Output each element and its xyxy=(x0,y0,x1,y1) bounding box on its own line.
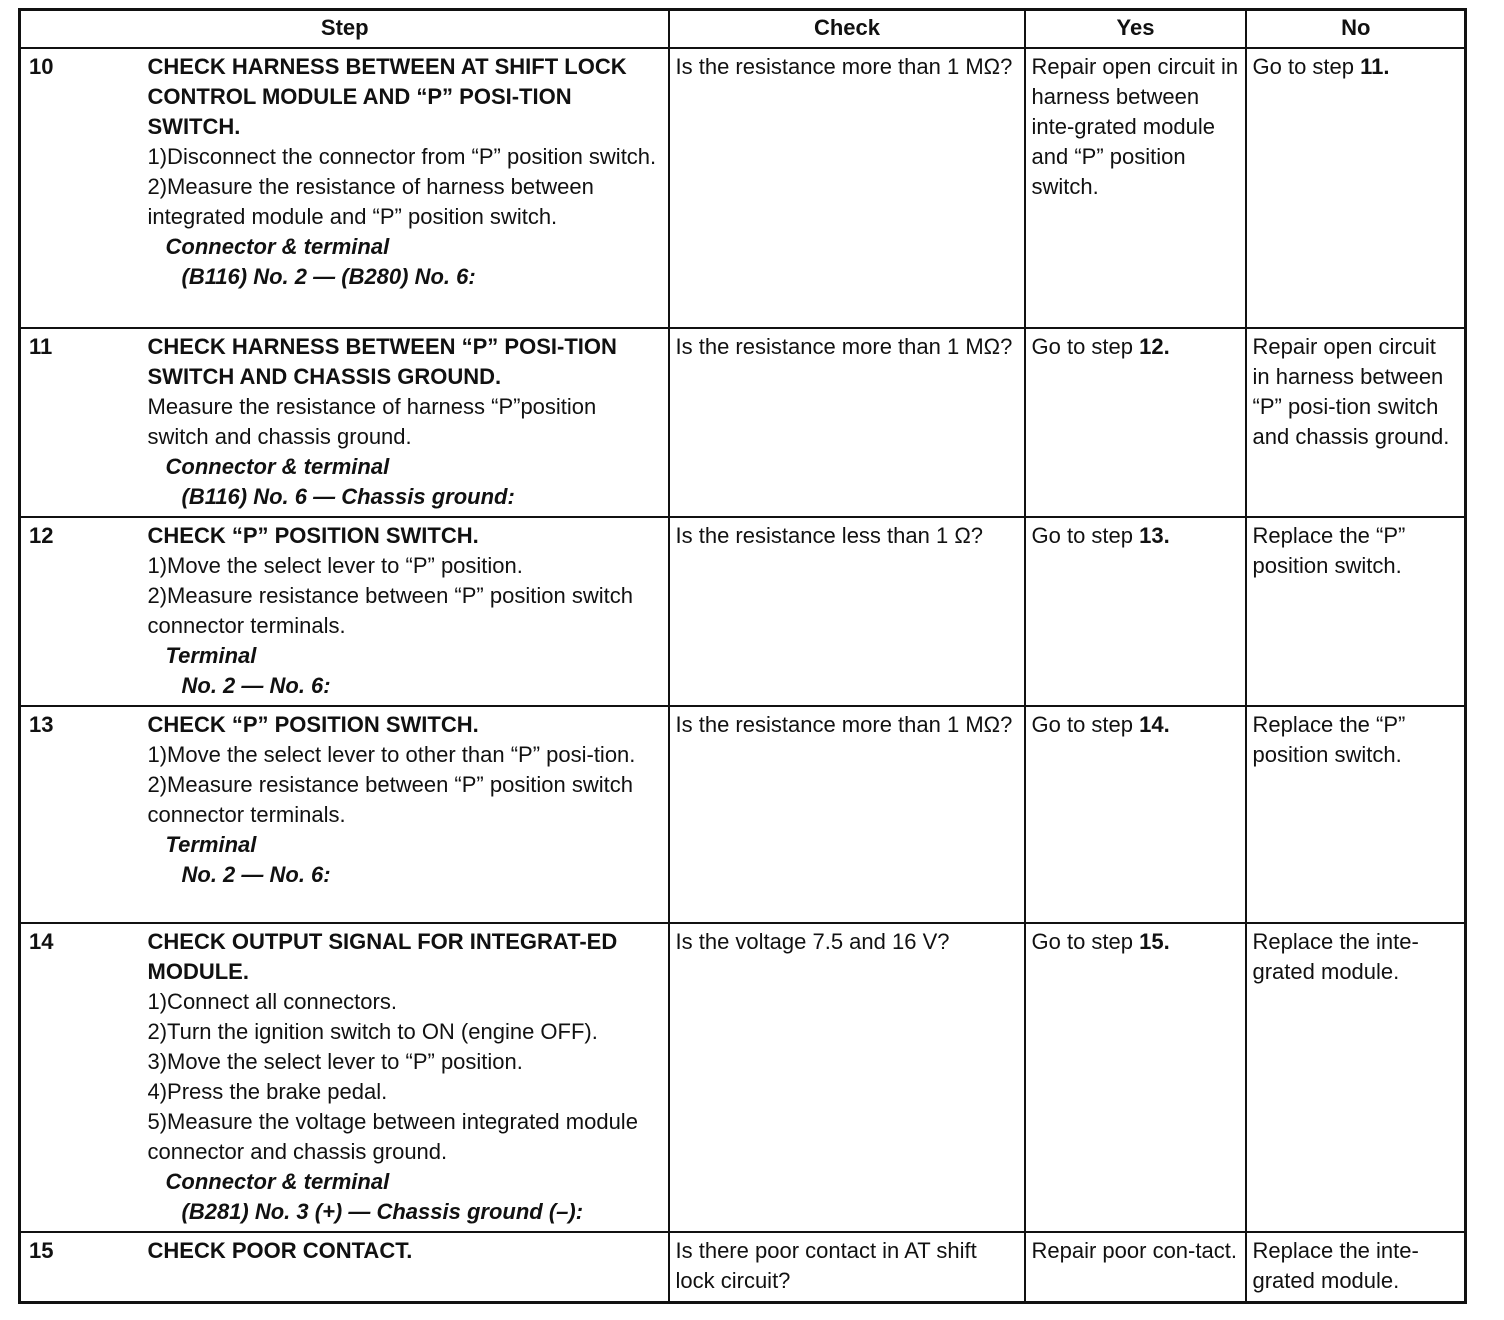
step-title: CHECK “P” POSITION SWITCH. xyxy=(147,523,479,548)
yes-step-ref: 13. xyxy=(1139,523,1170,548)
table-row xyxy=(20,1232,1466,1302)
header-step: Step xyxy=(20,10,669,49)
step-number: 12 xyxy=(20,517,144,706)
yes-text: Repair open circuit in harness between inte-grated module and “P” position switch. xyxy=(1031,54,1239,199)
check-cell xyxy=(669,328,1025,517)
check-cell xyxy=(669,923,1025,1232)
step-instruction: 1)Move the select lever to other than “P” posi-tion. xyxy=(147,742,636,767)
yes-text: Go to step xyxy=(1031,523,1140,548)
yes-text: Go to step xyxy=(1031,929,1140,954)
step-title: CHECK “P” POSITION SWITCH. xyxy=(147,712,479,737)
no-text: Replace the “P” position switch. xyxy=(1252,712,1406,767)
yes-cell xyxy=(1025,1232,1246,1302)
step-instruction: 2)Measure the resistance of harness between integrated module and “P” position switch. xyxy=(147,174,594,229)
table-row xyxy=(20,328,1466,517)
step-title: CHECK OUTPUT SIGNAL FOR INTEGRAT-ED MODULE. xyxy=(147,929,618,984)
header-yes: Yes xyxy=(1025,10,1246,49)
step-instruction: Measure the resistance of harness “P”position switch and chassis ground. xyxy=(147,394,597,449)
no-cell xyxy=(1246,706,1466,923)
yes-step-ref: 15. xyxy=(1139,929,1170,954)
step-instruction: 1)Disconnect the connector from “P” position switch. xyxy=(147,144,657,169)
step-cell xyxy=(144,48,669,328)
check-cell xyxy=(669,706,1025,923)
spec-label: Connector & terminal xyxy=(165,234,390,259)
step-instruction: 4)Press the brake pedal. xyxy=(147,1079,388,1104)
step-cell xyxy=(144,328,669,517)
header-check: Check xyxy=(669,10,1025,49)
spec-value: (B116) No. 6 — Chassis ground: xyxy=(181,484,515,509)
step-cell xyxy=(144,517,669,706)
diagnostic-procedure-table xyxy=(18,8,1467,1304)
check-question: Is the resistance more than 1 MΩ? xyxy=(675,712,1013,737)
table-row xyxy=(20,517,1466,706)
yes-step-ref: 14. xyxy=(1139,712,1170,737)
step-instruction: 2)Measure resistance between “P” position switch connector terminals. xyxy=(147,772,633,827)
no-cell xyxy=(1246,1232,1466,1302)
table-row xyxy=(20,706,1466,923)
no-cell xyxy=(1246,48,1466,328)
no-text: Replace the “P” position switch. xyxy=(1252,523,1406,578)
check-question: Is the resistance less than 1 Ω? xyxy=(675,523,983,548)
step-cell xyxy=(144,923,669,1232)
step-instruction: 1)Connect all connectors. xyxy=(147,989,397,1014)
step-cell xyxy=(144,1232,669,1302)
step-number: 13 xyxy=(20,706,144,923)
step-instruction: 2)Measure resistance between “P” position switch connector terminals. xyxy=(147,583,633,638)
step-instruction: 3)Move the select lever to “P” position. xyxy=(147,1049,523,1074)
step-number: 11 xyxy=(20,328,144,517)
step-number: 14 xyxy=(20,923,144,1232)
spec-value: No. 2 — No. 6: xyxy=(181,862,331,887)
spec-value: (B116) No. 2 — (B280) No. 6: xyxy=(181,264,476,289)
step-cell xyxy=(144,706,669,923)
yes-text: Repair poor con-tact. xyxy=(1031,1238,1237,1263)
yes-text: Go to step xyxy=(1031,712,1140,737)
spec-label: Terminal xyxy=(165,832,257,857)
step-instruction: 5)Measure the voltage between integrated module connector and chassis ground. xyxy=(147,1109,638,1164)
yes-cell xyxy=(1025,706,1246,923)
header-no: No xyxy=(1246,10,1466,49)
check-question: Is the resistance more than 1 MΩ? xyxy=(675,54,1013,79)
spec-value: (B281) No. 3 (+) — Chassis ground (–): xyxy=(181,1199,584,1224)
no-cell xyxy=(1246,328,1466,517)
step-title: CHECK HARNESS BETWEEN AT SHIFT LOCK CONTROL MODULE AND “P” POSI-TION SWITCH. xyxy=(147,54,627,139)
check-question: Is the resistance more than 1 MΩ? xyxy=(675,334,1013,359)
step-title: CHECK HARNESS BETWEEN “P” POSI-TION SWITCH AND CHASSIS GROUND. xyxy=(147,334,617,389)
check-question: Is the voltage 7.5 and 16 V? xyxy=(675,929,950,954)
yes-cell xyxy=(1025,328,1246,517)
table-row xyxy=(20,923,1466,1232)
yes-cell xyxy=(1025,517,1246,706)
spec-label: Terminal xyxy=(165,643,257,668)
check-cell xyxy=(669,517,1025,706)
yes-cell xyxy=(1025,48,1246,328)
spec-label: Connector & terminal xyxy=(165,1169,390,1194)
no-text: Go to step xyxy=(1252,54,1361,79)
step-instruction: 2)Turn the ignition switch to ON (engine OFF). xyxy=(147,1019,598,1044)
no-step-ref: 11. xyxy=(1360,54,1390,79)
spec-value: No. 2 — No. 6: xyxy=(181,673,331,698)
no-text: Repair open circuit in harness between “P” posi-tion switch and chassis ground. xyxy=(1252,334,1450,449)
check-cell xyxy=(669,48,1025,328)
yes-step-ref: 12. xyxy=(1139,334,1170,359)
no-text: Replace the inte-grated module. xyxy=(1252,1238,1419,1293)
table-row xyxy=(20,48,1466,328)
step-number: 10 xyxy=(20,48,144,328)
check-question: Is there poor contact in AT shift lock circuit? xyxy=(675,1238,977,1293)
step-title: CHECK POOR CONTACT. xyxy=(147,1238,413,1263)
header-row xyxy=(20,10,1466,49)
spec-label: Connector & terminal xyxy=(165,454,390,479)
procedure-table-sheet xyxy=(18,8,1464,1304)
yes-text: Go to step xyxy=(1031,334,1140,359)
check-cell xyxy=(669,1232,1025,1302)
step-number: 15 xyxy=(20,1232,144,1302)
step-instruction: 1)Move the select lever to “P” position. xyxy=(147,553,523,578)
no-cell xyxy=(1246,923,1466,1232)
no-cell xyxy=(1246,517,1466,706)
no-text: Replace the inte-grated module. xyxy=(1252,929,1419,984)
yes-cell xyxy=(1025,923,1246,1232)
